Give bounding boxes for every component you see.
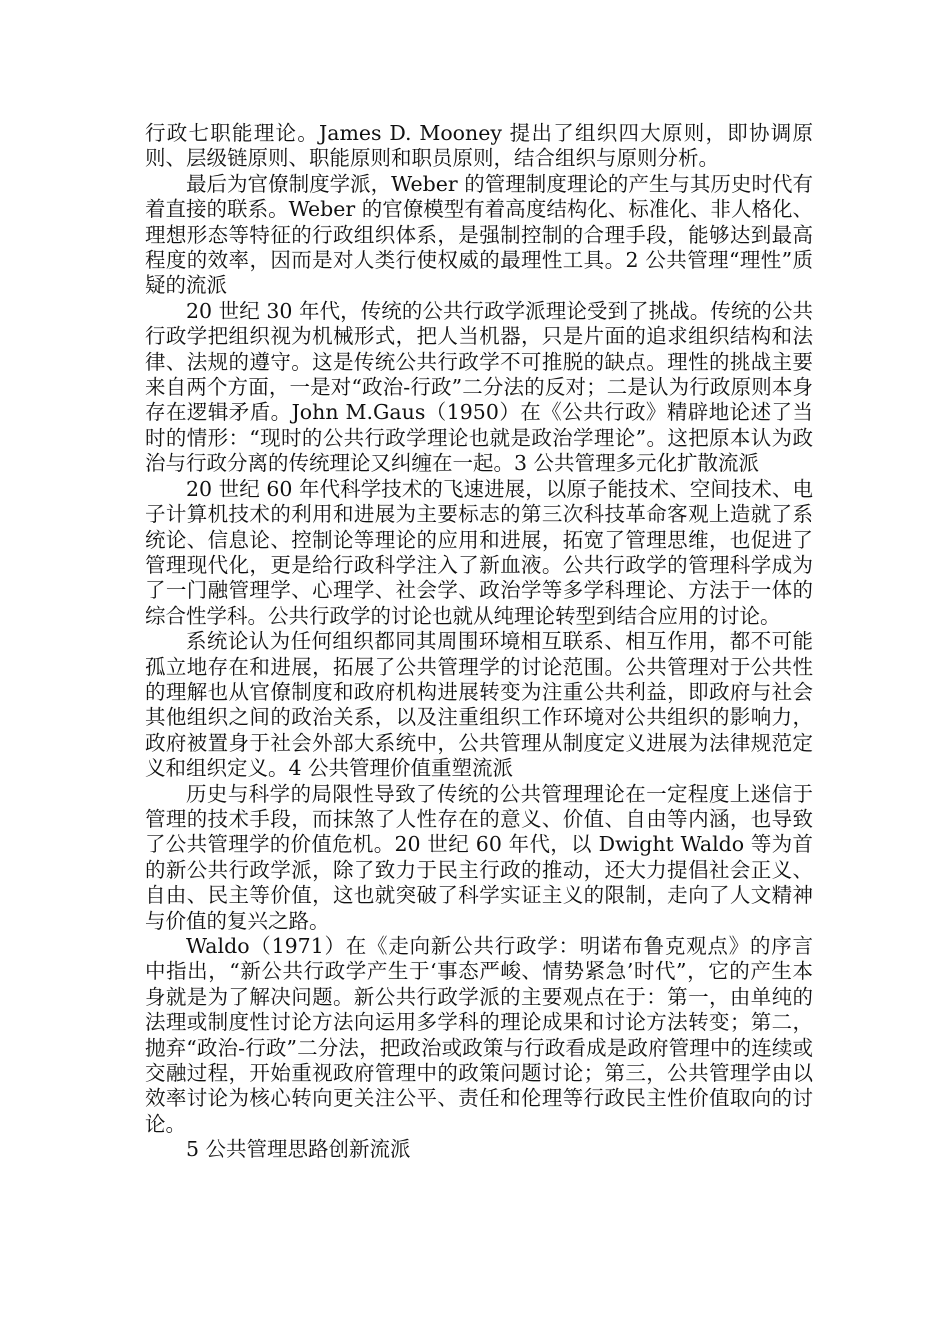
paragraph-6: 历史与科学的局限性导致了传统的公共管理理论在一定程度上迷信于管理的技术手段，而抹煞了人性存在的意义、价值、自由等内涵，也导致了公共管理学的价值危机。20 世纪 60 年代，以 Dwight Waldo 等为首的新公共行政学派，除了致力于民主行政的推动，还大力提倡社会正义、自由、民主等价值，这也就突破了科学实证主义的限制，走向了人文精神与价值的复兴之路。 bbox=[145, 781, 813, 933]
paragraph-2: 最后为官僚制度学派，Weber 的管理制度理论的产生与其历史时代有着直接的联系。Weber 的官僚模型有着高度结构化、标准化、非人格化、理想形态等特征的行政组织体系，是强制控制的合理手段，能够达到最高程度的效率，因而是对人类行使权威的最理性工具。2 公共管理“理性”质疑的流派 bbox=[145, 171, 813, 298]
paragraph-4: 20 世纪 60 年代科学技术的飞速进展，以原子能技术、空间技术、电子计算机技术的利用和进展为主要标志的第三次科技革命客观上造就了系统论、信息论、控制论等理论的应用和进展，拓宽了管理思维，也促进了管理现代化，更是给行政科学注入了新血液。公共行政学的管理科学成为了一门融管理学、心理学、社会学、政治学等多学科理论、方法于一体的综合性学科。公共行政学的讨论也就从纯理论转型到结合应用的讨论。 bbox=[145, 476, 813, 628]
paragraph-7: Waldo（1971）在《走向新公共行政学：明诺布鲁克观点》的序言中指出，“新公共行政学产生于‘事态严峻、情势紧急’时代”，它的产生本身就是为了解决问题。新公共行政学派的主要观点在于：第一，由单纯的法理或制度性讨论方法向运用多学科的理论成果和讨论方法转变；第二，抛弃“政治-行政”二分法，把政治或政策与行政看成是政府管理中的连续或交融过程，开始重视政府管理中的政策问题讨论；第三，公共管理学由以效率讨论为核心转向更关注公平、责任和伦理等行政民主性价值取向的讨论。 bbox=[145, 934, 813, 1136]
section-heading-5: 5 公共管理思路创新流派 bbox=[186, 1137, 411, 1162]
paragraph-3: 20 世纪 30 年代，传统的公共行政学派理论受到了挑战。传统的公共行政学把组织视为机械形式，把人当机器，只是片面的追求组织结构和法律、法规的遵守。这是传统公共行政学不可推脱的缺点。理性的挑战主要来自两个方面，一是对“政治-行政”二分法的反对；二是认为行政原则本身存在逻辑矛盾。John M.Gaus（1950）在《公共行政》精辟地论述了当时的情形：“现时的公共行政学理论也就是政治学理论”。这把原本认为政治与行政分离的传统理论又纠缠在一起。3 公共管理多元化扩散流派 bbox=[145, 298, 813, 476]
paragraph-5: 系统论认为任何组织都同其周围环境相互联系、相互作用，都不可能孤立地存在和进展，拓展了公共管理学的讨论范围。公共管理对于公共性的理解也从官僚制度和政府机构进展转变为注重公共利益，即政府与社会其他组织之间的政治关系，以及注重组织工作环境对公共组织的影响力，政府被置身于社会外部大系统中，公共管理从制度定义进展为法律规范定义和组织定义。4 公共管理价值重塑流派 bbox=[145, 629, 813, 781]
document-page bbox=[145, 121, 813, 1163]
paragraph-1: 行政七职能理论。James D. Mooney 提出了组织四大原则，即协调原则、层级链原则、职能原则和职员原则，结合组织与原则分析。 bbox=[145, 121, 813, 171]
